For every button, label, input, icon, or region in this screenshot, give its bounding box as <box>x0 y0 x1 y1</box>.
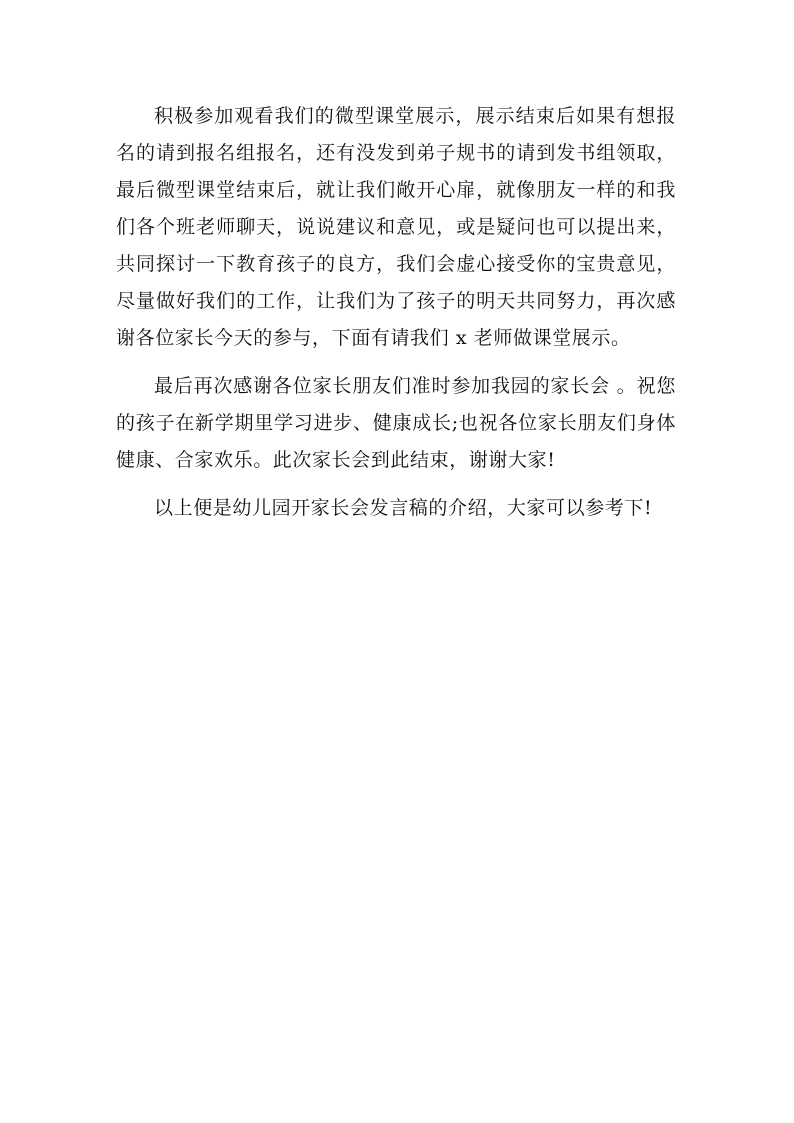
paragraph-summary: 以上便是幼儿园开家长会发言稿的介绍，大家可以参考下! <box>154 497 653 519</box>
paragraph-closing-activities: 积极参加观看我们的微型课堂展示，展示结束后如果有想报名的请到报名组报名，还有没发到弟子规书的请到发书组领取，最后微型课堂结束后，就让我们敞开心扉，就像朋友一样的和我们各个班老师聊天，说说建议和意见，或是疑问也可以提出来，共同探讨一下教育孩子的良方，我们会虚心接受你的宝贵意见，尽量做好我们的工作，让我们为了孩子的明天共同努力，再次感谢各位家长今天的参与，下面有请我们 x 老师做课堂展示。 <box>116 105 676 349</box>
paragraph-thanks: 最后再次感谢各位家长朋友们准时参加我园的家长会 。祝您的孩子在新学期里学习进步、健康成长;也祝各位家长朋友们身体健康、合家欢乐。此次家长会到此结束，谢谢大家! <box>116 375 676 471</box>
document-body <box>116 98 676 527</box>
